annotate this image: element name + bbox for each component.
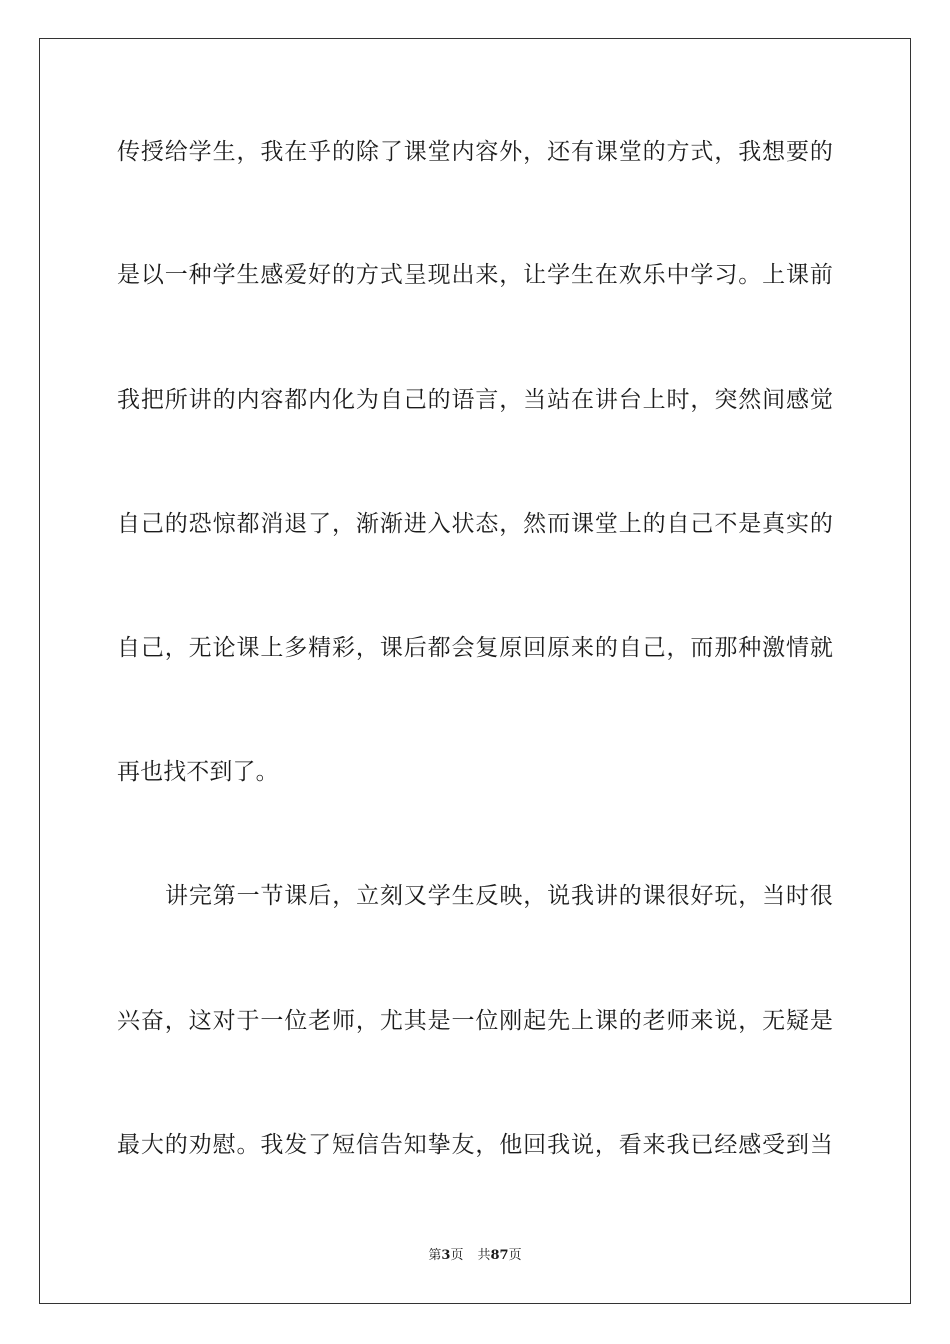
total-suffix: 页 (508, 1248, 522, 1263)
body-text-line: 自己，无论课上多精彩，课后都会复原回原来的自己，而那种激情就 (117, 635, 833, 661)
body-text-line: 是以一种学生感爱好的方式呈现出来，让学生在欢乐中学习。上课前 (117, 262, 833, 288)
body-text-line: 我把所讲的内容都内化为自己的语言，当站在讲台上时，突然间感觉 (117, 387, 833, 413)
body-text-line: 兴奋，这对于一位老师，尤其是一位刚起先上课的老师来说，无疑是 (117, 1008, 833, 1034)
body-text-line: 再也找不到了。 (117, 759, 279, 785)
page-footer (0, 1248, 950, 1264)
page-suffix: 页 (450, 1248, 464, 1263)
page-number: 3 (441, 1248, 451, 1263)
page-border (39, 38, 911, 1304)
total-pages: 87 (490, 1248, 509, 1263)
paragraph-first-line: 讲完第一节课后，立刻又学生反映，说我讲的课很好玩，当时很 (165, 883, 833, 909)
body-text-line: 最大的劝慰。我发了短信告知挚友，他回我说，看来我已经感受到当 (117, 1132, 833, 1158)
body-text-line: 传授给学生，我在乎的除了课堂内容外，还有课堂的方式，我想要的 (117, 139, 833, 165)
total-prefix: 共 (477, 1248, 491, 1263)
body-text-line: 自己的恐惊都消退了，渐渐进入状态，然而课堂上的自己不是真实的 (117, 511, 833, 537)
page-prefix: 第 (428, 1248, 442, 1263)
